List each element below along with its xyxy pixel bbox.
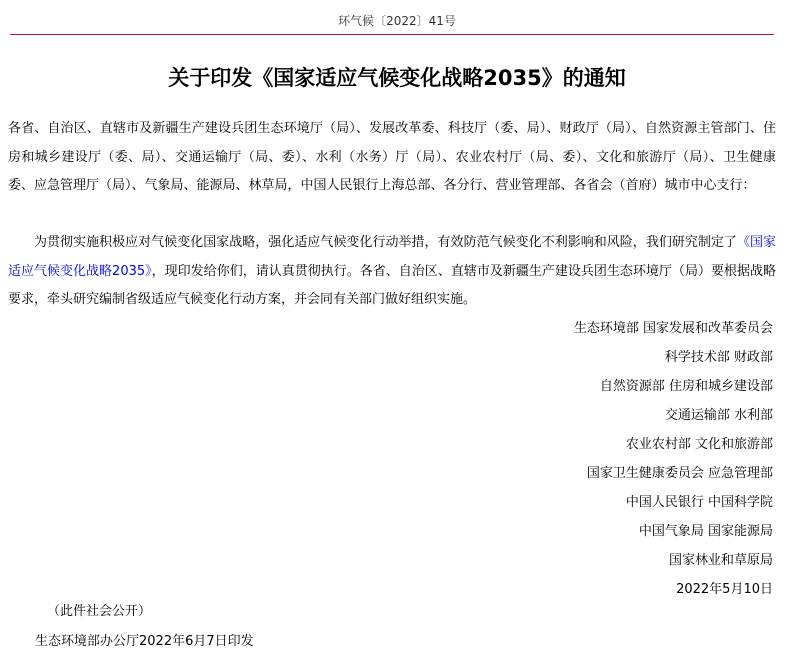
body-text-before-link: 为贯彻实施积极应对气候变化国家战略，强化适应气候变化行动举措，有效防范气候变化不利影响和风险，我们研究制定了 (34, 235, 737, 250)
strategy-document-link[interactable]: 《国家适应气候变化战略2035》 (8, 235, 776, 279)
signatory-line: 中国气象局 国家能源局 (638, 524, 773, 539)
signatory-line: 生态环境部 国家发展和改革委员会 (573, 321, 773, 336)
issuance-line: 生态环境部办公厅2022年6月7日印发 (35, 634, 254, 649)
body-text-after-link: ，现印发给你们，请认真贯彻执行。各省、自治区、直辖市及新疆生产建设兵团生态环境厅（局）要根据战略要求，牵头研究编制省级适应气候变化行动方案，并会同有关部门做好组织实施。 (8, 263, 776, 308)
signatory-line: 国家林业和草原局 (668, 553, 773, 568)
signatory-line: 中国人民银行 中国科学院 (625, 495, 773, 510)
addressee-list: 各省、自治区、直辖市及新疆生产建设兵团生态环境厅（局）、发展改革委、科技厅（委、局）、财政厅（局）、自然资源主管部门、住房和城乡建设厅（委、局）、交通运输厅（局、委）、水利（水务）厅（局）、农业农村厅（局、委）、文化和旅游厅（局）、卫生健康委、应急管理厅（局）、气象局、能源局、林草局，中国人民银行上海总部、各分行、营业管理部、各省会（首府）城市中心支行： (8, 121, 776, 194)
body-paragraph (8, 229, 776, 315)
signatory-block (574, 314, 773, 604)
signatory-line: 交通运输部 水利部 (664, 408, 773, 423)
disclosure-note: （此件社会公开） (47, 604, 152, 619)
red-header-rule (10, 34, 774, 35)
signing-date: 2022年5月10日 (676, 582, 773, 597)
signatory-line: 国家卫生健康委员会 应急管理部 (586, 466, 773, 481)
document-number: 环气候〔2022〕41号 (338, 14, 456, 28)
signatory-line: 科学技术部 财政部 (664, 350, 773, 365)
signatory-line: 自然资源部 住房和城乡建设部 (599, 379, 773, 394)
signatory-line: 农业农村部 文化和旅游部 (625, 437, 773, 452)
page-title: 关于印发《国家适应气候变化战略2035》的通知 (168, 66, 626, 90)
